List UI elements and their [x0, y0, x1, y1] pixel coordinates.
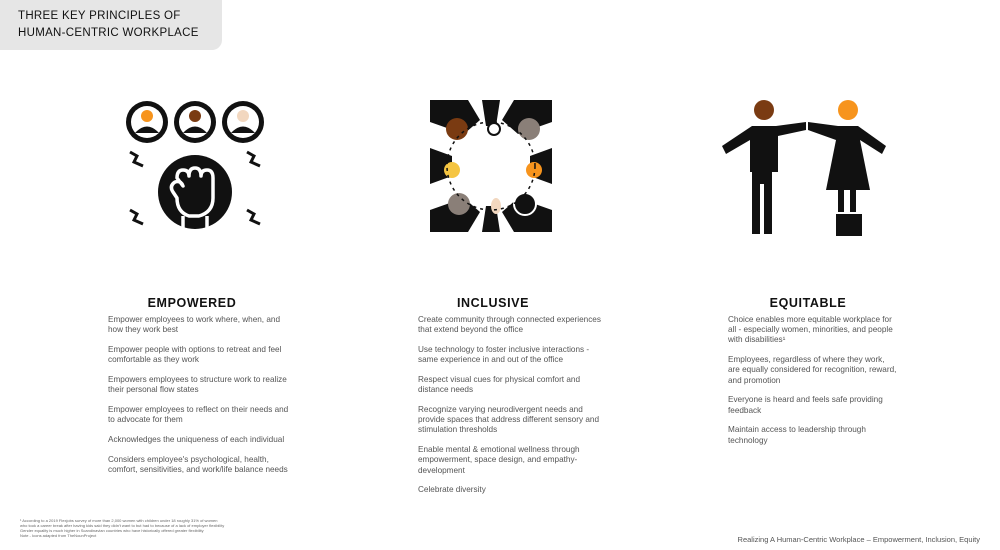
list-item: Empowers employees to structure work to realize their personal flow states — [108, 375, 287, 395]
title-tab — [0, 0, 222, 50]
list-item: Empower people with options to retreat and feel comfortable as they work — [108, 345, 282, 365]
list-item: Use technology to foster inclusive interactions - same experience in and out of the office — [418, 345, 590, 365]
list-item: Employees, regardless of where they work, are equally considered for recognition, reward, and promotion — [728, 355, 897, 385]
column-title-equitable: EQUITABLE — [769, 296, 847, 310]
list-item: Create community through connected experiences that extend beyond the office — [418, 315, 601, 335]
title-line-2: HUMAN-CENTRIC WORKPLACE — [18, 27, 199, 39]
list-item: Choice enables more equitable workplace for all - especially women, minorities, and people with disabilities¹ — [728, 315, 893, 345]
list-item: Celebrate diversity — [418, 485, 486, 495]
column-empowered — [108, 315, 293, 485]
list-item: Respect visual cues for physical comfort and distance needs — [418, 375, 581, 395]
list-item: Recognize varying neurodivergent needs and provide spaces that address different sensory and stimulation thresholds — [418, 405, 599, 435]
list-item: Considers employee's psychological, health, comfort, sensitivities, and work/life balance needs — [108, 454, 288, 474]
title-line-1: THREE KEY PRINCIPLES OF — [18, 10, 181, 22]
footer-caption: Realizing A Human-Centric Workplace – Empowerment, Inclusion, Equity — [737, 535, 980, 544]
list-item: Empower employees to reflect on their needs and to advocate for them — [108, 405, 289, 425]
footnote-line: ¹ According to a 2019 Flexjobs survey of more than 2,000 women with children under 18 roughly 31% of women — [20, 518, 218, 523]
footnote-line: Note - Icons adapted from TheNounProject — [20, 533, 97, 538]
list-item: Acknowledges the uniqueness of each individual — [108, 435, 285, 444]
people-fist-icon — [125, 100, 265, 230]
footnote-line: Gender equality is much higher in Scandinavian countries who have historically offered greater flexibility — [20, 528, 204, 533]
column-title-empowered: EMPOWERED — [147, 296, 237, 310]
list-item: Maintain access to leadership through technology — [728, 425, 866, 445]
list-item: Everyone is heard and feels safe providing feedback — [728, 395, 883, 415]
hands-circle-icon — [430, 100, 552, 232]
footnote-line: who took a career break after having kids said they didn't want to but had to because of a lack of employer flexibility — [20, 523, 225, 528]
column-inclusive — [418, 315, 608, 505]
column-title-inclusive: INCLUSIVE — [456, 296, 530, 310]
list-item: Empower employees to work where, when, and how they work best — [108, 315, 281, 335]
column-equitable — [728, 315, 898, 455]
footnotes — [20, 518, 280, 538]
list-item: Enable mental & emotional wellness through empowerment, space design, and empathy-development — [418, 445, 580, 475]
equity-figures-icon — [722, 100, 890, 238]
